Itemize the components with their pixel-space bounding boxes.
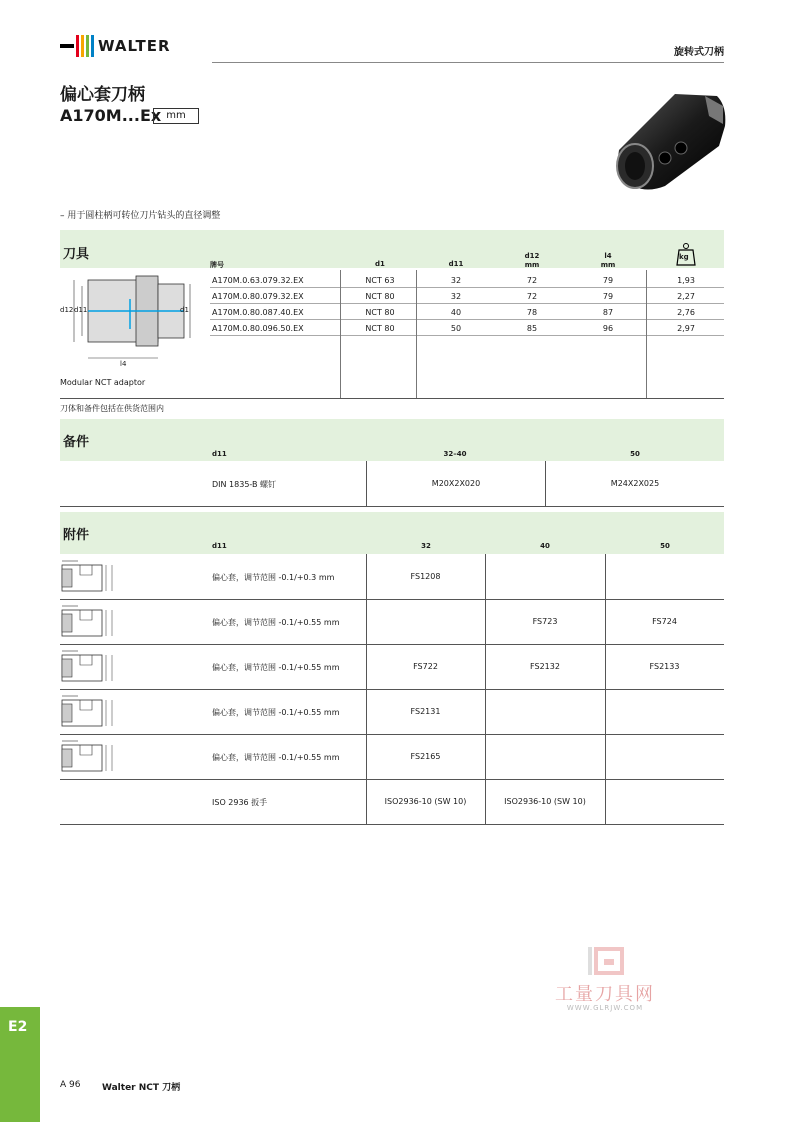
accessories-divider-3: [605, 554, 606, 825]
page-title: 偏心套刀柄: [60, 85, 145, 105]
spares-col-label: d11: [212, 450, 227, 458]
tool-cell-l4: 87: [602, 308, 614, 317]
tool-cell-d12: 85: [526, 324, 538, 333]
unit-badge: mm: [153, 108, 199, 124]
eccentric-sleeve-drawing: [60, 694, 122, 730]
eccentric-sleeve-drawing: [60, 739, 122, 775]
logo-bars-icon: [60, 35, 94, 57]
tool-cell-d1: NCT 80: [365, 308, 395, 317]
tool-cell-kg: 2,76: [677, 308, 695, 317]
tool-cell-part: A170M.0.80.079.32.EX: [212, 292, 304, 301]
accessory-value-32: FS722: [413, 661, 438, 671]
header-divider: [212, 62, 724, 63]
col-d1: d1: [375, 260, 385, 268]
accessory-value-40: FS2132: [530, 661, 560, 671]
spares-value-1: M20X2X020: [431, 479, 481, 488]
accessory-value-32: FS2165: [410, 751, 441, 761]
product-code: A170M...Ex: [60, 106, 162, 125]
accessory-label: 偏心套，调节范围 -0.1/+0.55 mm: [212, 617, 340, 627]
col-d11: d11: [448, 260, 464, 268]
tools-divider-1: [340, 270, 341, 398]
accessory-row-divider: [60, 779, 724, 780]
weight-icon-label: kg: [679, 253, 689, 261]
weight-icon: [676, 242, 696, 266]
tool-cell-d11: 32: [450, 292, 462, 301]
spares-divider-2: [545, 461, 546, 506]
accessories-band: [60, 512, 724, 554]
tool-cell-l4: 96: [602, 324, 614, 333]
footer-page-number: A 96: [60, 1080, 81, 1090]
accessory-value-50: FS724: [652, 616, 677, 626]
brand-name: WALTER: [98, 37, 171, 55]
scope-note: 刀体和备件包括在供货范围内: [60, 404, 164, 413]
accessories-divider-1: [366, 554, 367, 825]
tool-cell-d1: NCT 80: [365, 292, 395, 301]
accessory-label: 偏心套，调节范围 -0.1/+0.55 mm: [212, 752, 340, 762]
accessories-col-40: 40: [540, 542, 550, 550]
col-d12-unit: mm: [524, 261, 540, 269]
diagram-caption: Modular NCT adaptor: [60, 378, 146, 387]
accessory-value-32: FS2131: [410, 706, 441, 716]
tool-cell-d1: NCT 80: [365, 324, 395, 333]
eccentric-sleeve-drawing: [60, 559, 122, 595]
tool-cell-l4: 79: [602, 276, 614, 285]
description: – 用于圆柱柄可转位刀片钻头的直径调整: [60, 211, 221, 221]
dim-d1-label: d1: [180, 306, 189, 314]
eccentric-sleeve-drawing: [60, 649, 122, 685]
accessory-value-50: FS2133: [649, 661, 680, 671]
accessories-col-50: 50: [660, 542, 670, 550]
accessory-value-40: FS723: [532, 616, 558, 626]
tool-cell-part: A170M.0.80.087.40.EX: [212, 308, 304, 317]
accessory-row-divider: [60, 644, 724, 645]
col-l4-unit: mm: [600, 261, 616, 269]
section-tag: 旋转式刀柄: [674, 47, 724, 58]
col-d12: d12: [524, 252, 540, 260]
chapter-tab: [0, 1007, 40, 1122]
spares-col-1: 32–40: [443, 450, 467, 458]
accessory-label: 偏心套，调节范围 -0.1/+0.3 mm: [212, 572, 335, 582]
tools-divider-2: [416, 270, 417, 398]
spares-value-2: M24X2X025: [610, 479, 660, 488]
tool-cell-d11: 40: [450, 308, 462, 317]
tool-cell-d12: 72: [526, 292, 538, 301]
tools-title: 刀具: [63, 247, 90, 262]
dim-d12-label: d12: [60, 306, 74, 314]
accessory-label: 偏心套，调节范围 -0.1/+0.55 mm: [212, 662, 340, 672]
tool-cell-d11: 32: [450, 276, 462, 285]
spares-title: 备件: [63, 435, 90, 450]
accessory-value-32: FS1208: [410, 571, 441, 581]
accessory-value-32: ISO2936-10 (SW 10): [384, 796, 467, 806]
tools-divider-3: [646, 270, 647, 398]
accessories-col-label: d11: [212, 542, 227, 550]
tool-cell-part: A170M.0.63.079.32.EX: [212, 276, 304, 285]
tool-cell-kg: 1,93: [677, 276, 695, 285]
dim-d11-label: d11: [74, 306, 88, 314]
accessory-value-40: ISO2936-10 (SW 10): [504, 796, 586, 806]
spares-col-2: 50: [630, 450, 640, 458]
adaptor-diagram: [60, 274, 200, 370]
spares-bottom-rule: [60, 506, 724, 507]
tool-cell-kg: 2,27: [677, 292, 695, 301]
watermark-text: 工量刀具网: [555, 984, 655, 1005]
spares-row-label: DIN 1835-B 螺钉: [212, 480, 277, 489]
accessory-row-divider: [60, 689, 724, 690]
tool-cell-kg: 2,97: [677, 324, 695, 333]
tool-cell-d11: 50: [450, 324, 462, 333]
accessories-divider-2: [485, 554, 486, 825]
eccentric-sleeve-drawing: [60, 604, 122, 640]
col-l4: l4: [604, 252, 612, 260]
walter-logo: [60, 34, 171, 58]
accessory-row-divider: [60, 824, 724, 825]
accessories-title: 附件: [63, 528, 90, 543]
tool-cell-d12: 78: [526, 308, 538, 317]
accessory-label: 偏心套，调节范围 -0.1/+0.55 mm: [212, 707, 340, 717]
spares-divider-1: [366, 461, 367, 506]
tool-cell-d12: 72: [526, 276, 538, 285]
col-part: 牌号: [210, 261, 224, 269]
product-image: [605, 86, 730, 196]
tools-bottom-rule: [60, 398, 724, 399]
accessories-col-32: 32: [421, 542, 431, 550]
watermark-url: WWW.GLRJW.COM: [566, 1004, 644, 1012]
tool-cell-l4: 79: [602, 292, 614, 301]
footer-title: Walter NCT 刀柄: [102, 1083, 181, 1093]
tool-cell-d1: NCT 63: [365, 276, 395, 285]
accessory-row-divider: [60, 734, 724, 735]
chapter-tab-label: E2: [8, 1019, 28, 1035]
dim-l4-label: l4: [120, 360, 127, 368]
tool-cell-part: A170M.0.80.096.50.EX: [212, 324, 304, 333]
accessory-label: ISO 2936 扳手: [212, 797, 268, 807]
accessory-row-divider: [60, 599, 724, 600]
